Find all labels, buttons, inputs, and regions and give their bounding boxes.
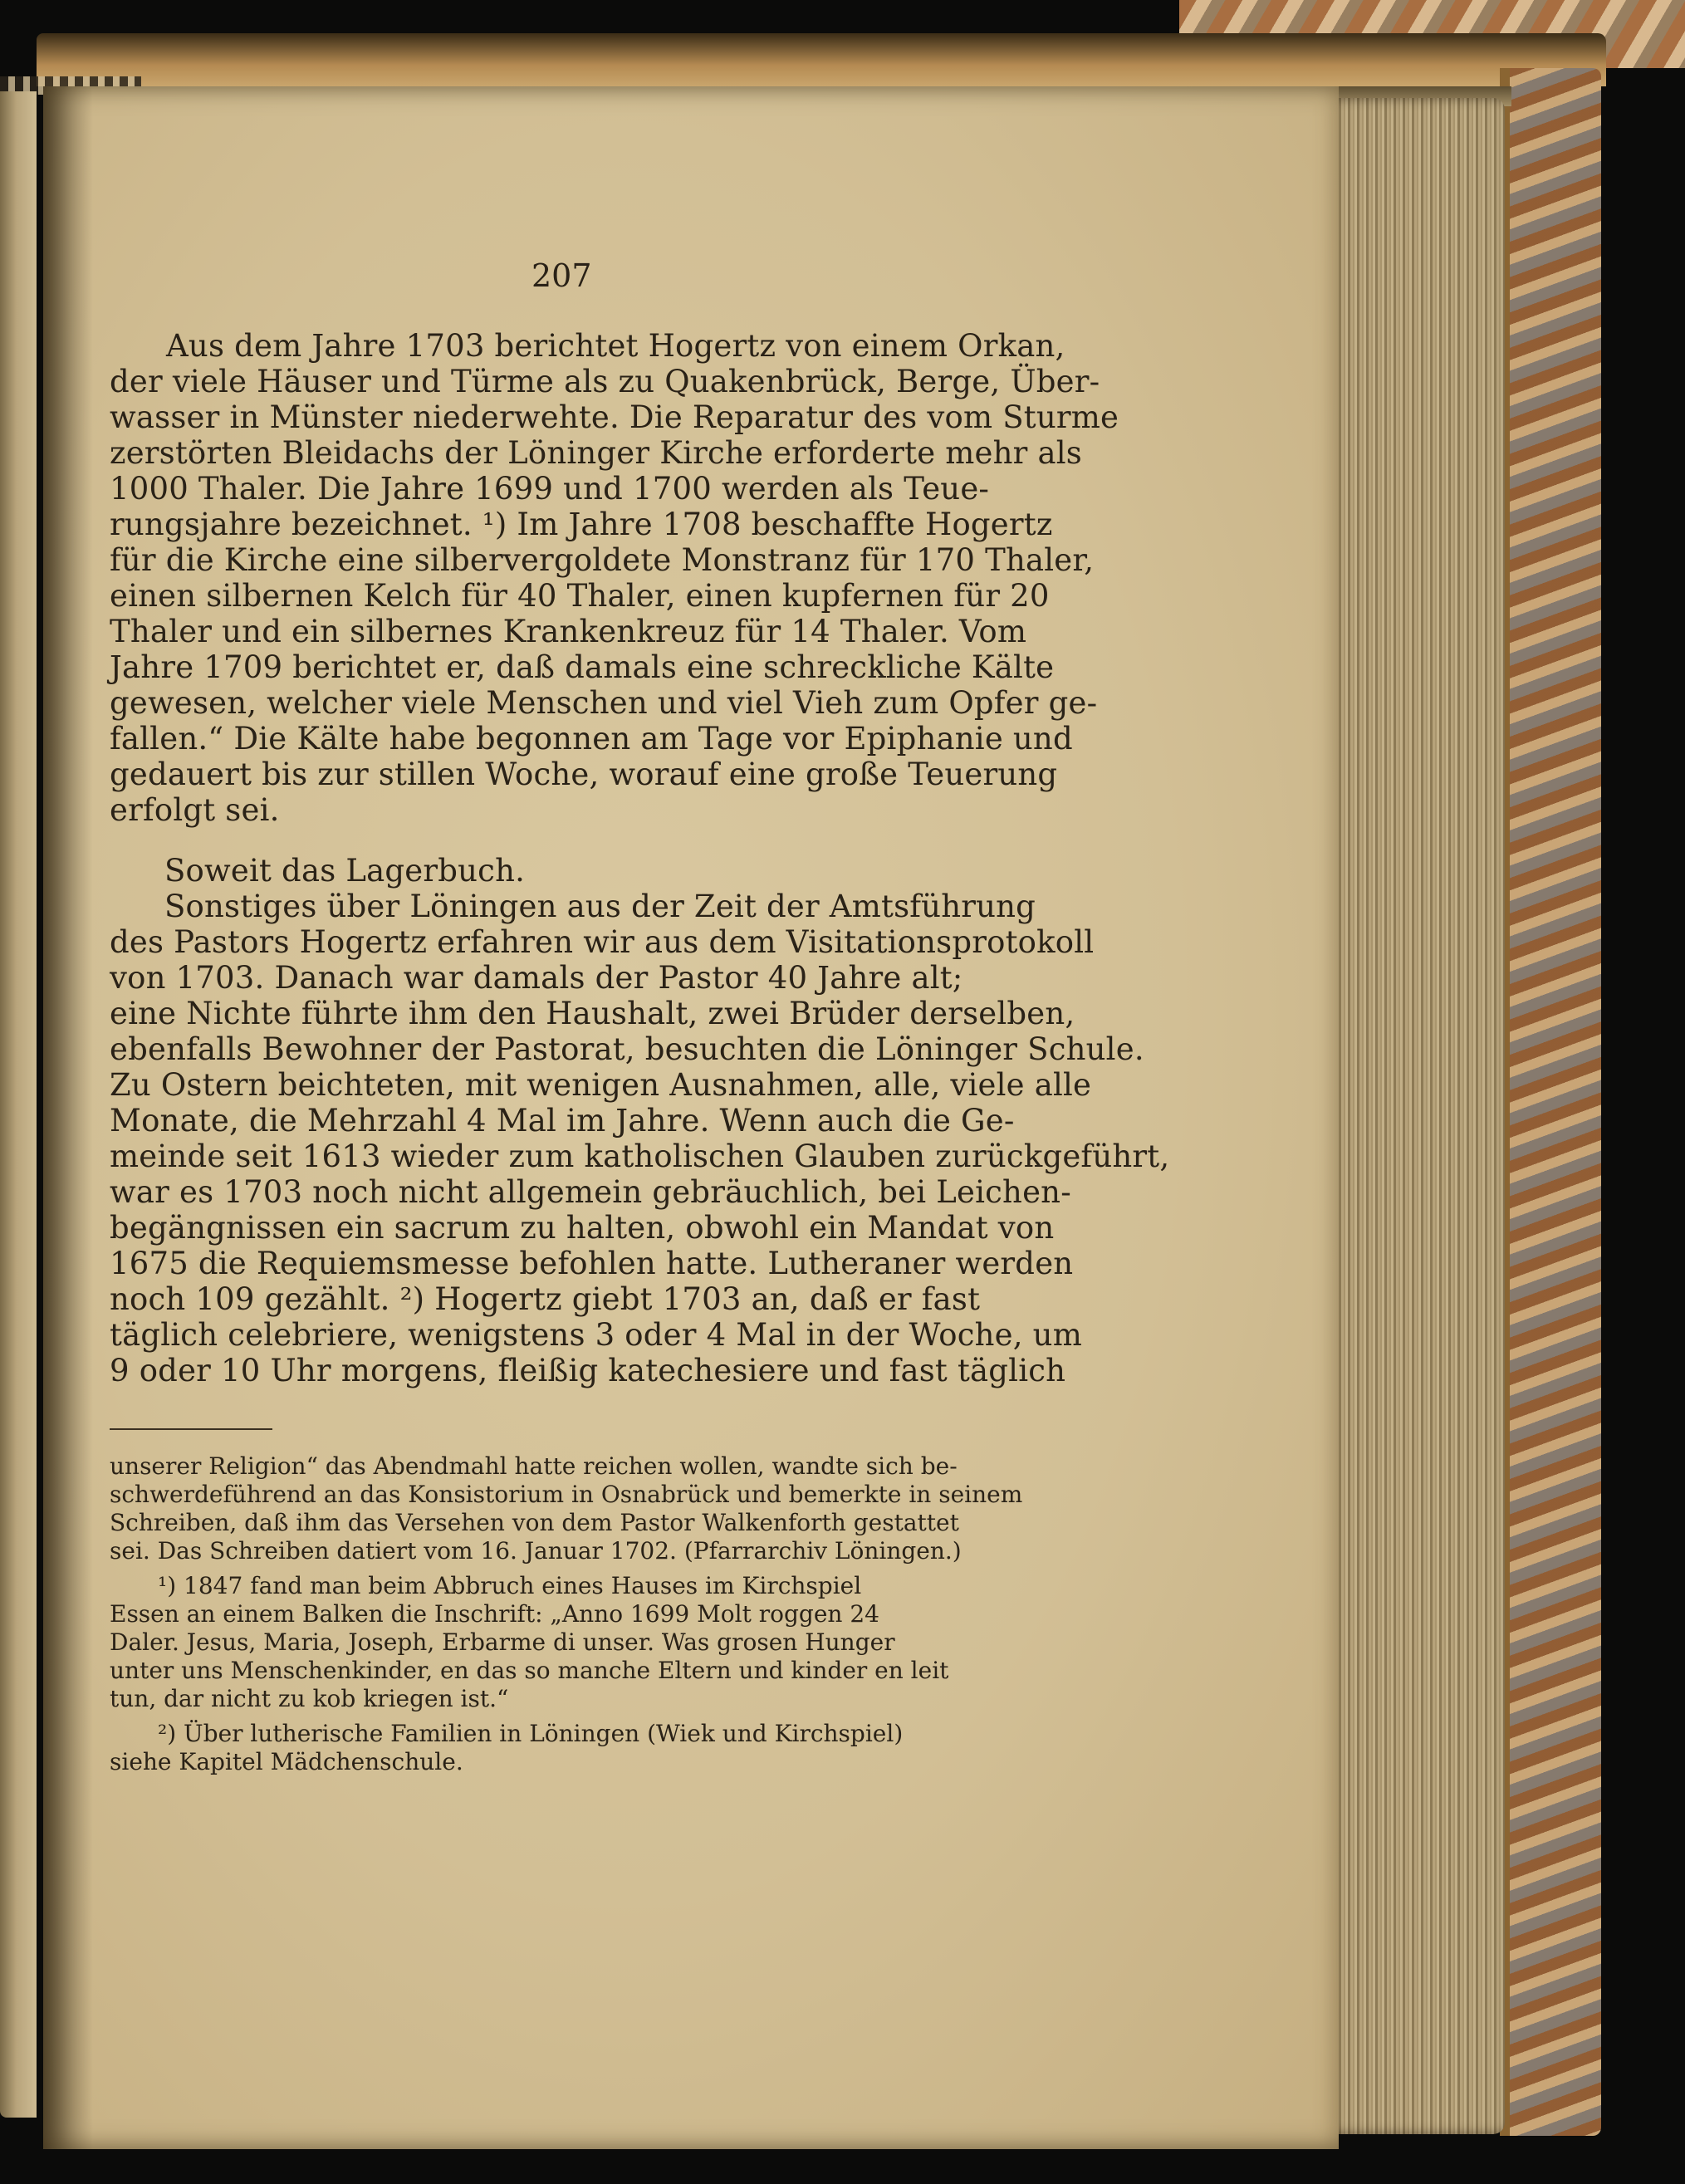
footnote-line: schwerdeführend an das Konsistorium in Osnabrück und bemerkte in seinem bbox=[110, 1481, 1023, 1508]
body-line: für die Kirche eine silbervergoldete Monstranz für 170 Thaler, bbox=[110, 542, 1095, 578]
body-line: ebenfalls Bewohner der Pastorat, besuchten die Löninger Schule. bbox=[110, 1031, 1144, 1067]
body-line: Monate, die Mehrzahl 4 Mal im Jahre. Wenn auch die Ge- bbox=[110, 1103, 1015, 1139]
footnote-line: Essen an einem Balken die Inschrift: „Anno 1699 Molt roggen 24 bbox=[110, 1600, 879, 1628]
body-line: eine Nichte führte ihm den Haushalt, zwei Brüder derselben, bbox=[110, 996, 1075, 1031]
footnote-line: sei. Das Schreiben datiert vom 16. Januar 1702. (Pfarrarchiv Löningen.) bbox=[110, 1537, 962, 1565]
body-line: Aus dem Jahre 1703 berichtet Hogertz von einem Orkan, bbox=[166, 328, 1065, 364]
page-stack-edge bbox=[1320, 98, 1505, 2134]
body-line: gewesen, welcher viele Menschen und viel Vieh zum Opfer ge- bbox=[110, 685, 1098, 721]
marbled-cover-edge bbox=[1501, 68, 1601, 2136]
body-line: Soweit das Lagerbuch. bbox=[164, 853, 526, 889]
body-line: fallen.“ Die Kälte habe begonnen am Tage vor Epiphanie und bbox=[110, 721, 1073, 757]
footnote-line: tun, dar nicht zu kob kriegen ist.“ bbox=[110, 1685, 509, 1712]
footnote-line: Schreiben, daß ihm das Versehen von dem Pastor Walkenforth gestattet bbox=[110, 1509, 959, 1536]
body-line: war es 1703 noch nicht allgemein gebräuchlich, bei Leichen- bbox=[110, 1174, 1071, 1210]
footnote-line: ²) Über lutherische Familien in Löningen (Wiek und Kirchspiel) bbox=[158, 1720, 904, 1747]
body-line: 1675 die Requiemsmesse befohlen hatte. Lutheraner werden bbox=[110, 1246, 1074, 1281]
left-page-sliver bbox=[0, 91, 37, 2118]
page-number: 207 bbox=[531, 257, 592, 294]
body-line: wasser in Münster niederwehte. Die Reparatur des vom Sturme bbox=[110, 399, 1119, 435]
body-line: des Pastors Hogertz erfahren wir aus dem Visitationsprotokoll bbox=[110, 924, 1095, 960]
body-line: Jahre 1709 berichtet er, daß damals eine schreckliche Kälte bbox=[110, 649, 1055, 685]
body-line: 9 oder 10 Uhr morgens, fleißig katechesiere und fast täglich bbox=[110, 1353, 1066, 1388]
gutter-shadow bbox=[43, 86, 93, 2149]
body-line: Sonstiges über Löningen aus der Zeit der Amtsführung bbox=[164, 889, 1036, 924]
body-line: 1000 Thaler. Die Jahre 1699 und 1700 werden als Teue- bbox=[110, 471, 990, 507]
body-line: meinde seit 1613 wieder zum katholischen Glauben zurückgeführt, bbox=[110, 1139, 1170, 1174]
body-line: Thaler und ein silbernes Krankenkreuz für 14 Thaler. Vom bbox=[110, 614, 1027, 649]
footnote-rule bbox=[110, 1428, 272, 1430]
body-line: täglich celebriere, wenigstens 3 oder 4 Mal in der Woche, um bbox=[110, 1317, 1082, 1353]
body-line: der viele Häuser und Türme als zu Quakenbrück, Berge, Über- bbox=[110, 364, 1100, 399]
body-line: gedauert bis zur stillen Woche, worauf eine große Teuerung bbox=[110, 757, 1058, 792]
footnote-line: siehe Kapitel Mädchenschule. bbox=[110, 1748, 463, 1775]
body-line: zerstörten Bleidachs der Löninger Kirche erforderte mehr als bbox=[110, 435, 1082, 471]
footnote-line: Daler. Jesus, Maria, Joseph, Erbarme di unser. Was grosen Hunger bbox=[110, 1628, 895, 1656]
footnote-line: ¹) 1847 fand man beim Abbruch eines Hauses im Kirchspiel bbox=[158, 1572, 862, 1599]
body-line: erfolgt sei. bbox=[110, 792, 280, 828]
footnote-line: unter uns Menschenkinder, en das so manche Eltern und kinder en leit bbox=[110, 1657, 949, 1684]
body-line: einen silbernen Kelch für 40 Thaler, einen kupfernen für 20 bbox=[110, 578, 1050, 614]
body-line: Zu Ostern beichteten, mit wenigen Ausnahmen, alle, viele alle bbox=[110, 1067, 1092, 1103]
footnote-line: unserer Religion“ das Abendmahl hatte reichen wollen, wandte sich be- bbox=[110, 1452, 958, 1480]
body-line: rungsjahre bezeichnet. ¹) Im Jahre 1708 beschaffte Hogertz bbox=[110, 507, 1053, 542]
book-top-edge bbox=[37, 33, 1606, 86]
body-line: noch 109 gezählt. ²) Hogertz giebt 1703 an, daß er fast bbox=[110, 1281, 981, 1317]
body-line: von 1703. Danach war damals der Pastor 40 Jahre alt; bbox=[110, 960, 963, 996]
body-line: begängnissen ein sacrum zu halten, obwohl ein Mandat von bbox=[110, 1210, 1055, 1246]
